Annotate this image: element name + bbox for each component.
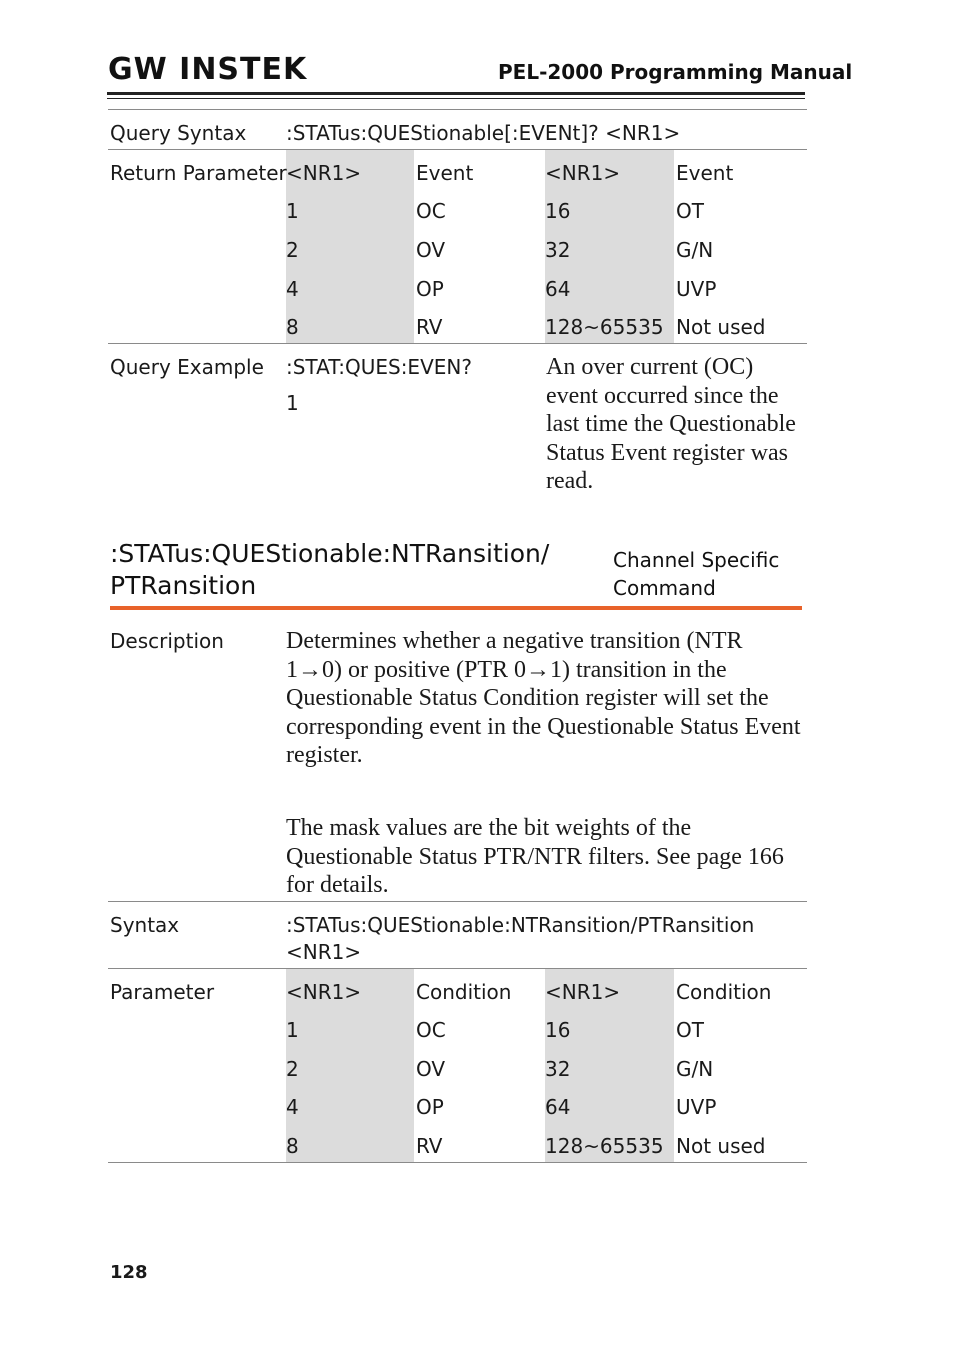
param-header-nr1-b: <NR1> bbox=[545, 980, 621, 1004]
param-cell: OC bbox=[416, 1018, 446, 1042]
return-cell: OC bbox=[416, 199, 446, 223]
param-cell: OT bbox=[676, 1018, 704, 1042]
param-cell: G/N bbox=[676, 1057, 714, 1081]
param-cell: RV bbox=[416, 1134, 443, 1158]
param-cell: OV bbox=[416, 1057, 446, 1081]
param-header-condition-b: Condition bbox=[676, 980, 772, 1004]
param-cell: 128~65535 bbox=[545, 1134, 664, 1158]
section-accent-rule bbox=[110, 606, 802, 610]
return-cell: UVP bbox=[676, 277, 717, 301]
param-cell: 4 bbox=[286, 1095, 299, 1119]
tag-line1: Channel Specific bbox=[613, 548, 780, 572]
header-rule-thin bbox=[107, 98, 805, 99]
return-header-nr1-b: <NR1> bbox=[545, 161, 621, 185]
return-cell: 2 bbox=[286, 238, 299, 262]
param-cell: OP bbox=[416, 1095, 444, 1119]
param-cell: UVP bbox=[676, 1095, 717, 1119]
section-title-line1: :STATus:QUEStionable:NTRansition/ bbox=[110, 539, 550, 568]
return-cell: OP bbox=[416, 277, 444, 301]
return-cell: OT bbox=[676, 199, 704, 223]
divider bbox=[108, 343, 807, 344]
divider bbox=[108, 149, 807, 150]
return-cell: RV bbox=[416, 315, 443, 339]
return-parameter-label: Return Parameter bbox=[110, 161, 287, 185]
page-number: 128 bbox=[110, 1262, 148, 1283]
query-syntax-value: :STATus:QUEStionable[:EVENt]? <NR1> bbox=[286, 121, 681, 145]
description-label: Description bbox=[110, 629, 224, 653]
divider bbox=[108, 901, 807, 902]
param-cell: 16 bbox=[545, 1018, 571, 1042]
return-cell: 64 bbox=[545, 277, 571, 301]
description-paragraph-2: The mask values are the bit weights of the Questionable Status PTR/NTR filters. See page 166 for details. bbox=[286, 815, 784, 898]
query-example-description: An over current (OC) event occurred since the last time the Questionable Status Event register was read. bbox=[546, 354, 796, 494]
return-header-nr1-a: <NR1> bbox=[286, 161, 362, 185]
return-cell: OV bbox=[416, 238, 446, 262]
section-title-line2: PTRansition bbox=[110, 571, 257, 600]
return-cell: 16 bbox=[545, 199, 571, 223]
return-header-event-a: Event bbox=[416, 161, 474, 185]
divider bbox=[108, 968, 807, 969]
param-cell: 64 bbox=[545, 1095, 571, 1119]
tag-line2: Command bbox=[613, 576, 716, 600]
syntax-line1: :STATus:QUEStionable:NTRansition/PTRansition bbox=[286, 913, 755, 937]
param-header-nr1-a: <NR1> bbox=[286, 980, 362, 1004]
param-cell: 2 bbox=[286, 1057, 299, 1081]
query-syntax-label: Query Syntax bbox=[110, 121, 247, 145]
manual-title: PEL-2000 Programming Manual bbox=[498, 60, 853, 84]
return-cell: Not used bbox=[676, 315, 766, 339]
parameter-label: Parameter bbox=[110, 980, 215, 1004]
return-cell: 128~65535 bbox=[545, 315, 664, 339]
param-cell: 8 bbox=[286, 1134, 299, 1158]
return-cell: 1 bbox=[286, 199, 299, 223]
param-cell: 1 bbox=[286, 1018, 299, 1042]
return-cell: G/N bbox=[676, 238, 714, 262]
section-title bbox=[110, 538, 549, 602]
syntax-line2: <NR1> bbox=[286, 940, 362, 964]
param-cell: Not used bbox=[676, 1134, 766, 1158]
query-example-label: Query Example bbox=[110, 355, 264, 379]
return-cell: 32 bbox=[545, 238, 571, 262]
divider bbox=[108, 1162, 807, 1163]
description-paragraph-1: Determines whether a negative transition (NTR 1→0) or positive (PTR 0→1) transition in the Questionable Status Condition register will set the corresponding event in the Questionable Status Event register. bbox=[286, 628, 801, 768]
header-rule-thick bbox=[107, 92, 805, 95]
param-cell: 32 bbox=[545, 1057, 571, 1081]
query-example-command: :STAT:QUES:EVEN? bbox=[286, 355, 472, 379]
query-example-result: 1 bbox=[286, 391, 299, 415]
gw-instek-logo: GW INSTEK bbox=[108, 52, 308, 87]
return-cell: 4 bbox=[286, 277, 299, 301]
syntax-label: Syntax bbox=[110, 913, 180, 937]
command-scope-tag bbox=[613, 546, 779, 602]
return-header-event-b: Event bbox=[676, 161, 734, 185]
param-header-condition-a: Condition bbox=[416, 980, 512, 1004]
return-cell: 8 bbox=[286, 315, 299, 339]
divider bbox=[108, 109, 807, 110]
